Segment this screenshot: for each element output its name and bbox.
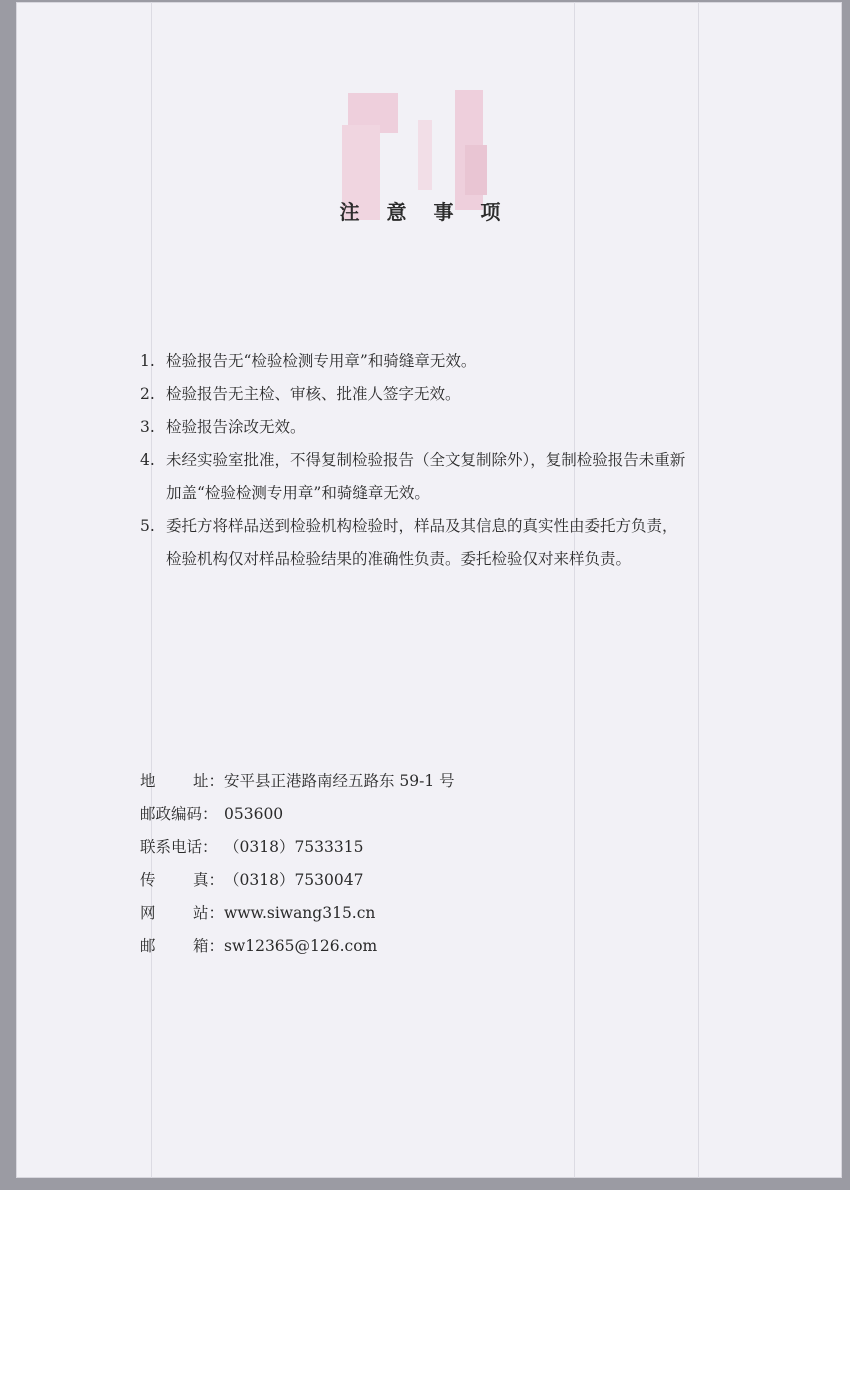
notice-text: 未经实验室批准，不得复制检验报告（全文复制除外），复制检验报告未重新 加盖“检验检测专用章”和骑缝章无效。 [166,451,686,502]
notice-text: 委托方将样品送到检验机构检验时，样品及其信息的真实性由委托方负责， 检验机构仅对样品检验结果的准确性负责。委托检验仅对来样负责。 [166,517,678,568]
contact-address [140,765,455,798]
contact-label [140,798,224,831]
contact-fax [140,864,455,897]
notice-number: 5. [140,517,155,535]
notice-item [140,411,760,444]
page-fold-line [574,2,575,1178]
contact-label [140,831,224,864]
notice-text: 检验报告无主检、审核、批准人签字无效。 [166,385,461,403]
contact-label [140,930,224,963]
label-part: 地 [140,772,156,790]
notice-item [140,444,760,510]
contact-label [140,864,224,897]
contact-value: （0318）7530047 [224,871,364,889]
label-part: 站： [192,904,224,922]
label-part: 真： [192,871,224,889]
contact-postcode [140,798,455,831]
notice-text: 检验报告无“检验检测专用章”和骑缝章无效。 [166,352,477,370]
label-part: 传 [140,871,156,889]
notice-item [140,345,760,378]
notice-number: 2. [140,385,155,403]
notice-number: 4. [140,451,155,469]
label-part: 网 [140,904,156,922]
label-part: 箱： [192,937,224,955]
notice-list [140,345,760,576]
page-fold-line [151,2,152,1178]
contact-value: （0318）7533315 [224,838,364,856]
contact-value: www.siwang315.cn [224,904,376,922]
contact-label [140,765,224,798]
notice-number: 1. [140,352,155,370]
contact-value: 053600 [224,805,284,823]
notice-item [140,510,760,576]
contact-value: 安平县正港路南经五路东 59-1 号 [224,772,455,790]
contact-label [140,897,224,930]
label-part: 邮政编码： [140,805,218,823]
contact-email [140,930,455,963]
label-part: 联系电话： [140,838,218,856]
page-fold-line [698,2,699,1178]
page-title: 注 意 事 项 [339,200,511,224]
notice-item [140,378,760,411]
contact-website [140,897,455,930]
contact-info [140,765,455,963]
contact-phone [140,831,455,864]
label-part: 邮 [140,937,156,955]
notice-number: 3. [140,418,155,436]
notice-text: 检验报告涂改无效。 [166,418,306,436]
label-part: 址： [192,772,224,790]
contact-value: sw12365@126.com [224,937,378,955]
